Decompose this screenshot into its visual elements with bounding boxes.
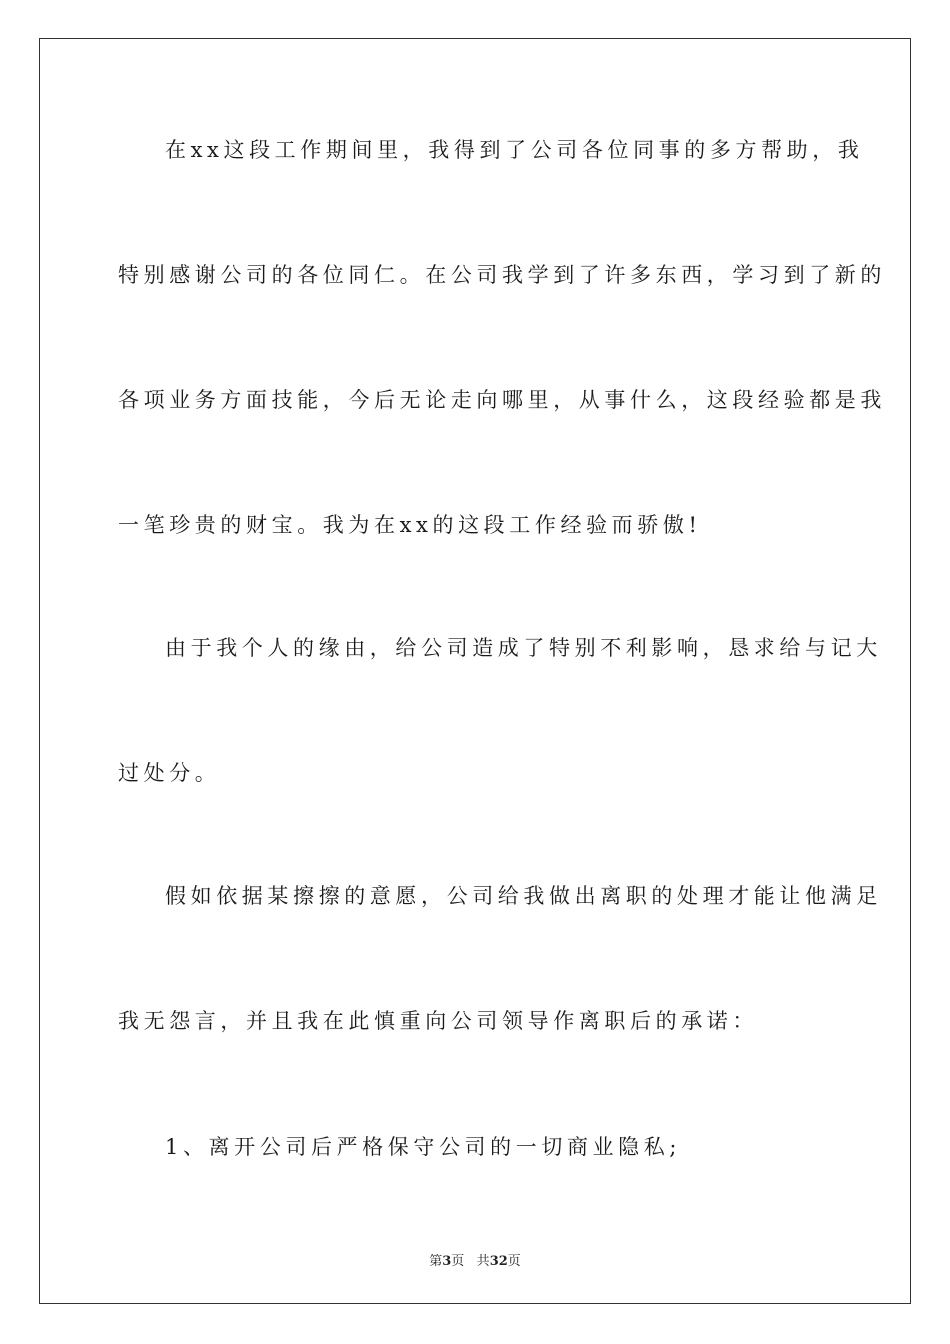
paragraph-1-line-1: 在xx这段工作期间里，我得到了公司各位同事的多方帮助，我 — [165, 138, 864, 162]
paragraph-2-line-2: 过处分。 — [118, 761, 221, 785]
paragraph-3-line-2: 我无怨言，并且我在此慎重向公司领导作离职后的承诺： — [118, 1009, 758, 1033]
footer-total-suffix: 页 — [507, 1254, 521, 1269]
list-item-1: 1、离开公司后严格保守公司的一切商业隐私; — [165, 1135, 682, 1159]
page-footer — [0, 1250, 950, 1269]
footer-page-number: 3 — [442, 1254, 452, 1269]
paragraph-2-line-1: 由于我个人的缘由，给公司造成了特别不利影响，恳求给与记大 — [165, 636, 882, 660]
footer-page-suffix: 页 — [451, 1254, 465, 1269]
paragraph-1-line-2: 特别感谢公司的各位同仁。在公司我学到了许多东西，学习到了新的 — [118, 263, 886, 287]
footer-total-prefix: 共 — [476, 1254, 490, 1269]
page-frame — [39, 38, 911, 1304]
paragraph-1-line-4: 一笔珍贵的财宝。我为在xx的这段工作经验而骄傲! — [118, 513, 702, 537]
footer-page-prefix: 第 — [429, 1254, 443, 1269]
paragraph-1-line-3: 各项业务方面技能，今后无论走向哪里，从事什么，这段经验都是我 — [118, 388, 886, 412]
footer-total-pages: 32 — [489, 1254, 508, 1269]
paragraph-3-line-1: 假如依据某擦擦的意愿，公司给我做出离职的处理才能让他满足 — [165, 884, 882, 908]
